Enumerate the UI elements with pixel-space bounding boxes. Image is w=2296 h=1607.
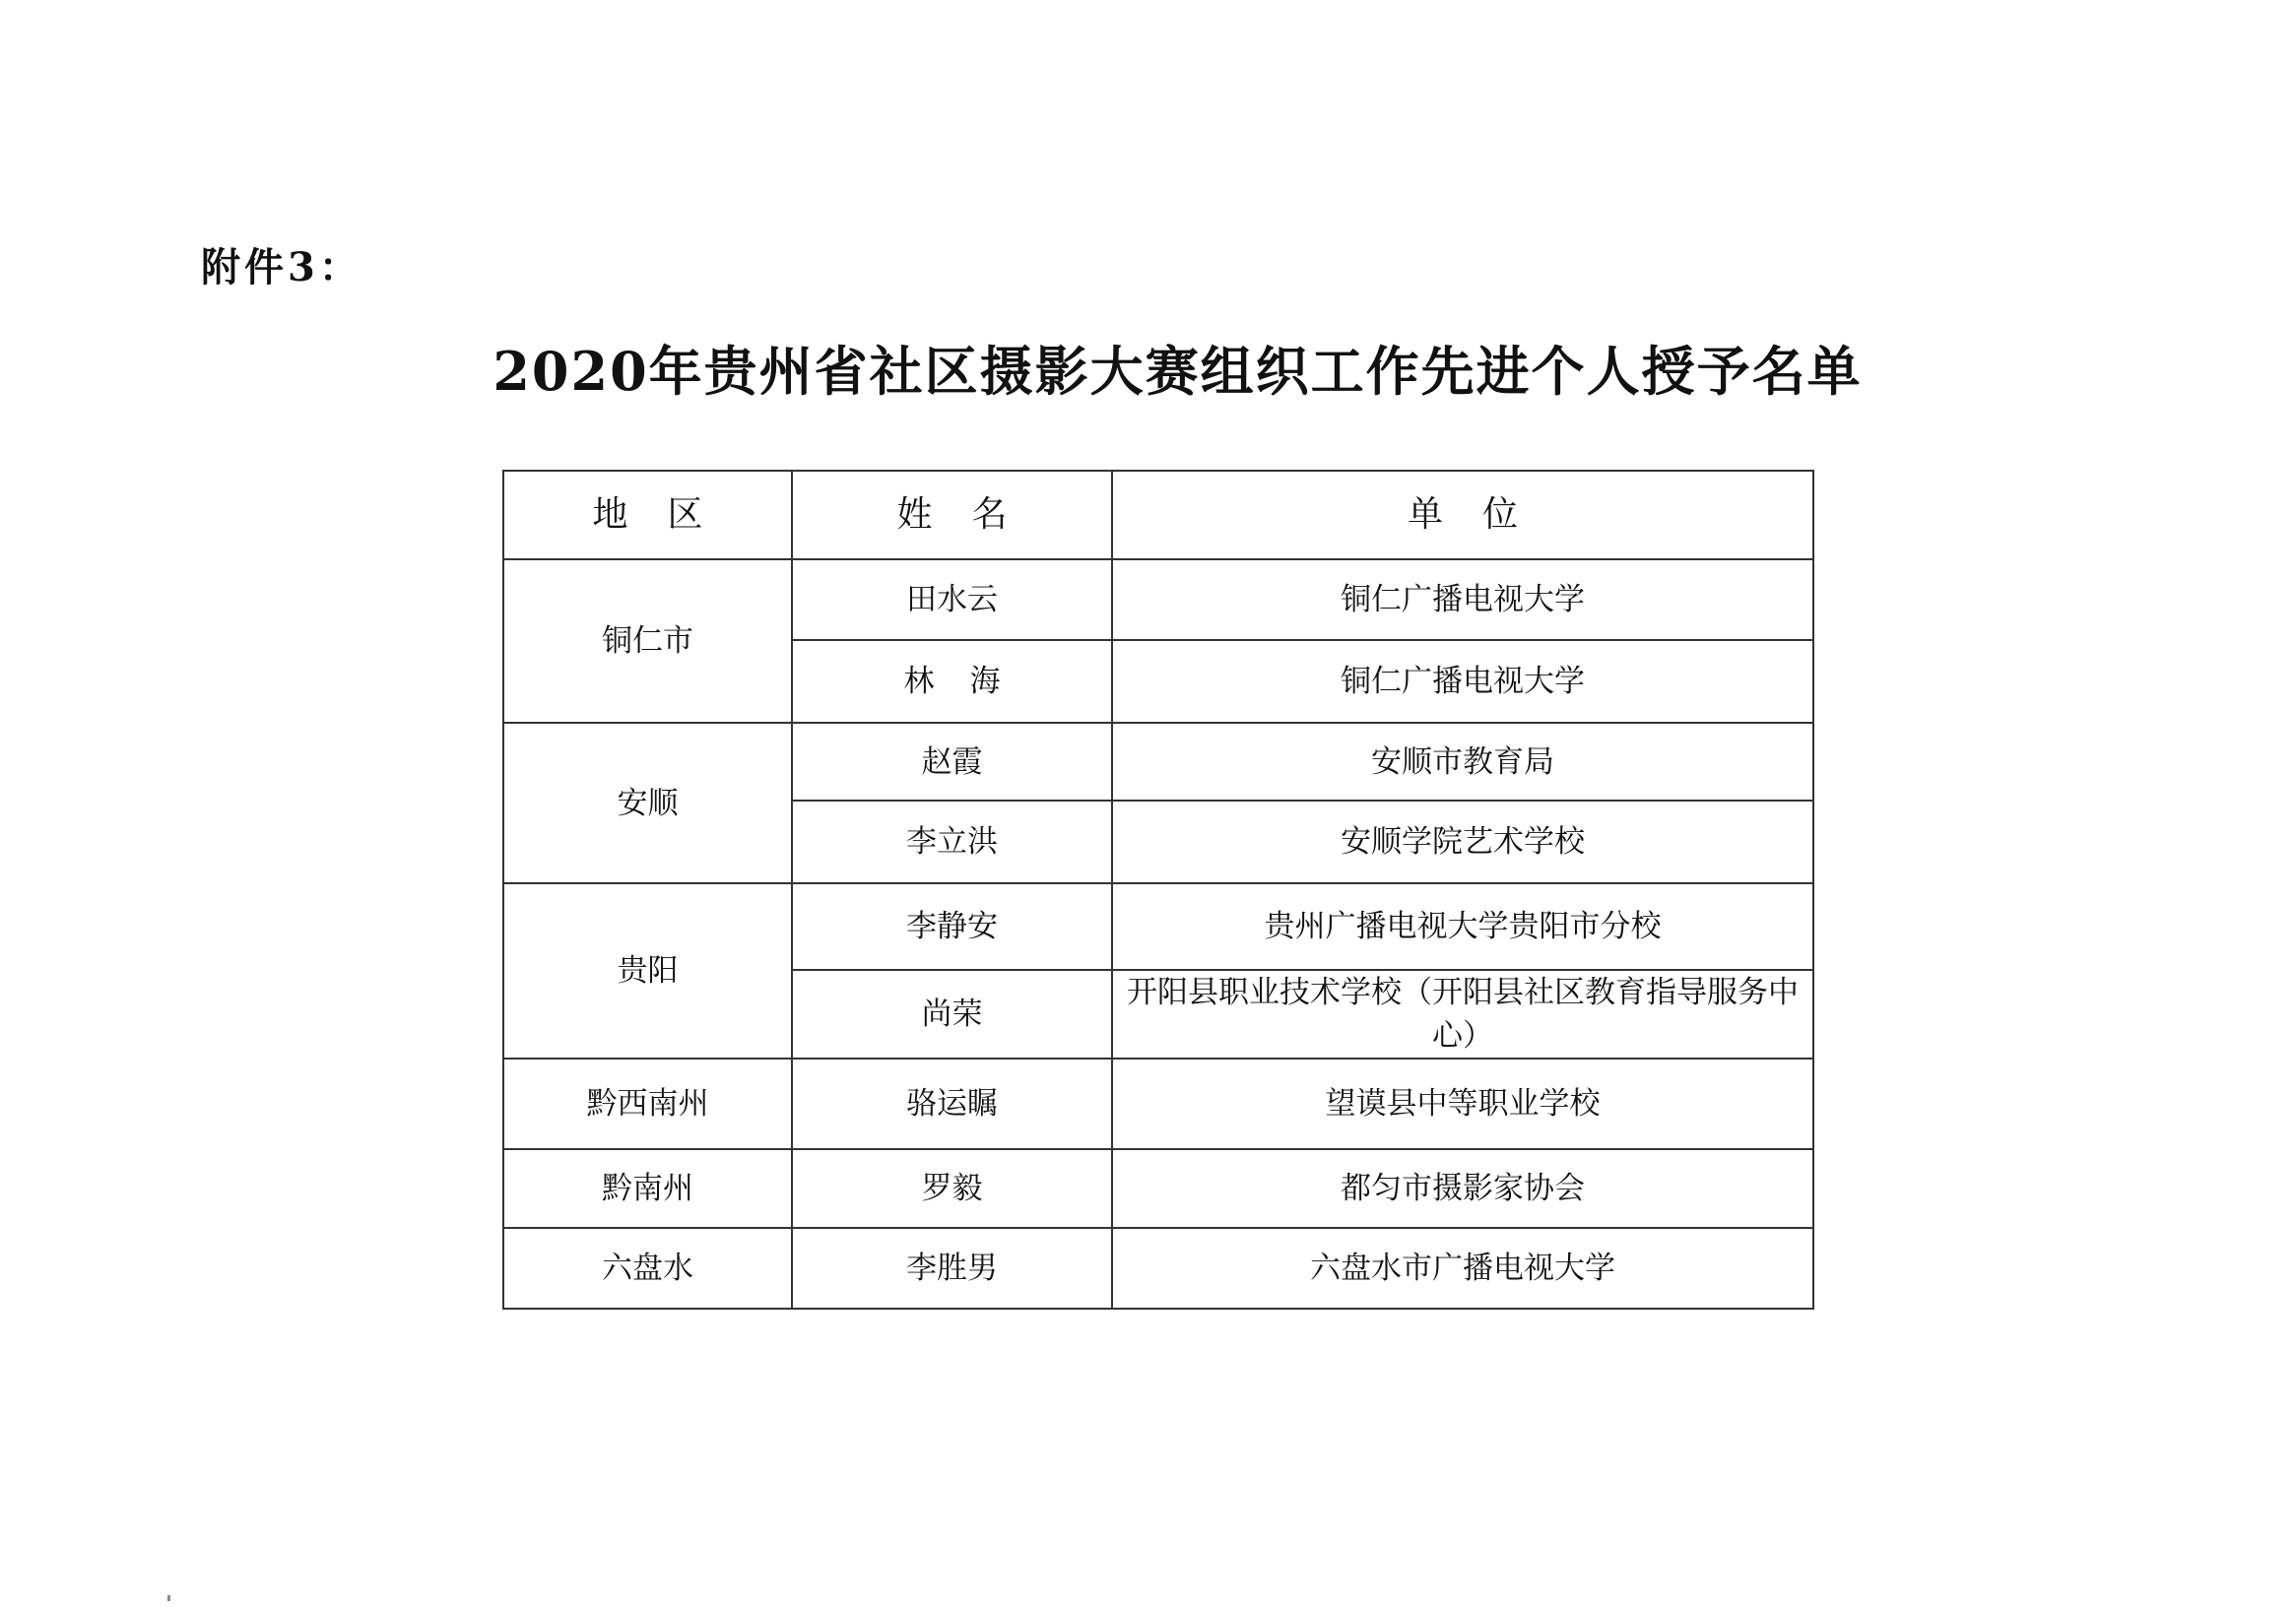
unit-cell: 安顺市教育局 <box>1112 723 1813 801</box>
name-cell: 李胜男 <box>792 1228 1112 1309</box>
name-cell: 李立洪 <box>792 801 1112 883</box>
table-header-row <box>503 471 1813 559</box>
region-cell: 黔西南州 <box>503 1059 792 1149</box>
region-cell: 黔南州 <box>503 1149 792 1228</box>
name-cell: 骆运瞩 <box>792 1059 1112 1149</box>
attachment-label: 附件3： <box>201 244 362 290</box>
award-table <box>502 470 1814 1310</box>
unit-cell: 都匀市摄影家协会 <box>1112 1149 1813 1228</box>
table-row <box>503 1059 1813 1149</box>
table-row <box>503 1149 1813 1228</box>
name-cell: 李静安 <box>792 883 1112 970</box>
header-name: 姓名 <box>792 471 1112 559</box>
unit-cell: 铜仁广播电视大学 <box>1112 640 1813 723</box>
table-row <box>503 723 1813 801</box>
name-cell: 赵霞 <box>792 723 1112 801</box>
table-row <box>503 883 1813 970</box>
unit-cell: 安顺学院艺术学校 <box>1112 801 1813 883</box>
unit-cell: 铜仁广播电视大学 <box>1112 559 1813 640</box>
region-cell: 贵阳 <box>503 883 792 1059</box>
table-row <box>503 559 1813 640</box>
region-cell: 六盘水 <box>503 1228 792 1309</box>
name-cell: 田水云 <box>792 559 1112 640</box>
header-region: 地区 <box>503 471 792 559</box>
name-cell: 林海 <box>792 640 1112 723</box>
region-cell: 安顺 <box>503 723 792 883</box>
name-cell: 罗毅 <box>792 1149 1112 1228</box>
region-cell: 铜仁市 <box>503 559 792 723</box>
scan-artifact <box>167 1595 170 1601</box>
name-cell: 尚荣 <box>792 970 1112 1059</box>
unit-cell: 望谟县中等职业学校 <box>1112 1059 1813 1149</box>
page-title: 2020年贵州省社区摄影大赛组织工作先进个人授予名单 <box>492 340 1863 403</box>
header-unit: 单位 <box>1112 471 1813 559</box>
table-row <box>503 1228 1813 1309</box>
unit-cell: 六盘水市广播电视大学 <box>1112 1228 1813 1309</box>
unit-cell: 开阳县职业技术学校（开阳县社区教育指导服务中心） <box>1112 970 1813 1059</box>
unit-cell: 贵州广播电视大学贵阳市分校 <box>1112 883 1813 970</box>
